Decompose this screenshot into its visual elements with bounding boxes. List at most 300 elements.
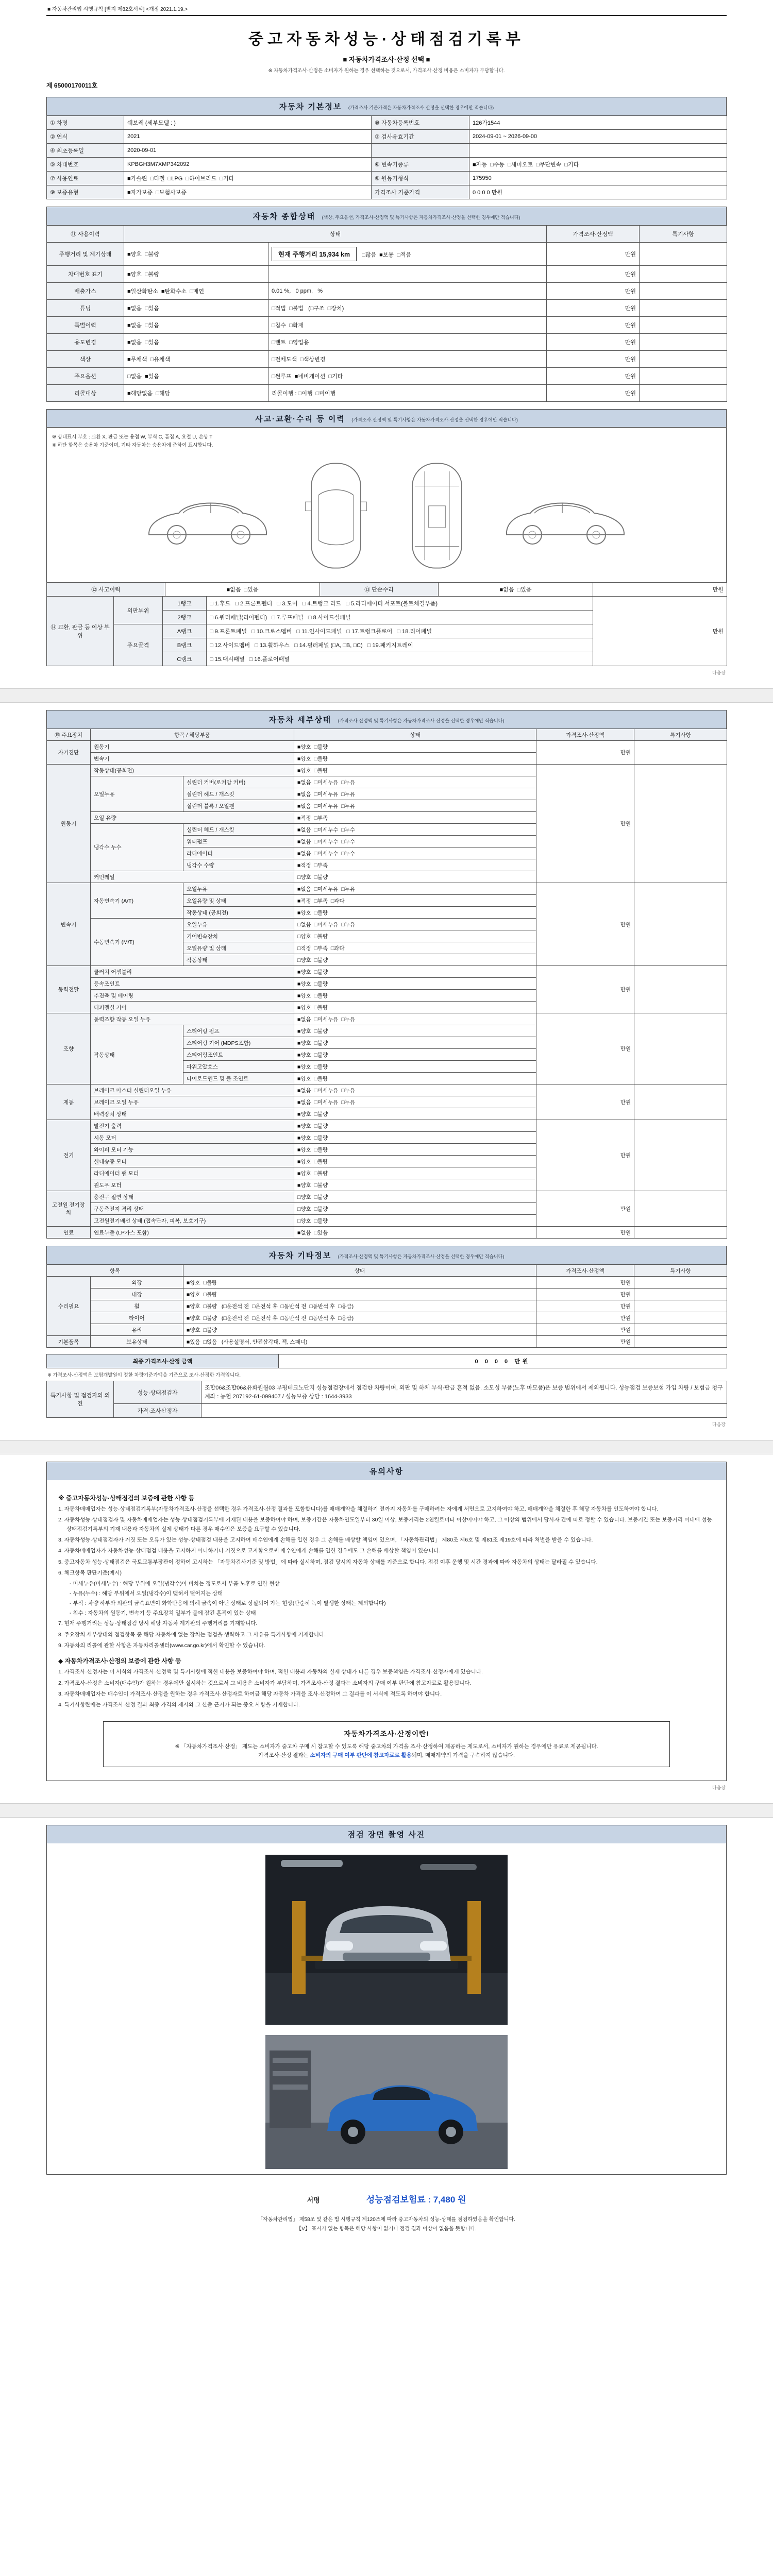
accident-rank: 1랭크 <box>163 597 207 611</box>
etc-state: ■양호 □불량 (□운전석 전 □운전석 후 □동반석 전 □동반석 후 □응급) <box>183 1300 536 1312</box>
next-page-marker: 다음장 <box>712 1422 726 1427</box>
comp-price: 만원 <box>547 385 640 402</box>
detail-item: 브레이크 마스터 실린더오일 누유 <box>91 1084 294 1096</box>
detail-part: 라디에이터 <box>183 848 294 859</box>
comp-remark <box>640 334 727 351</box>
accident-parts: □ 15.대시패널 □ 16.플로어패널 <box>207 652 593 666</box>
detail-state: ■양호 □불량 <box>294 1037 536 1049</box>
accident-parts: □ 6.쿼터패널(리어펜더) □ 7.루프패널 □ 8.사이드실패널 <box>207 611 593 624</box>
basic-value: KPBGH3M7XMP342092 <box>124 158 372 172</box>
accident-history-table <box>46 582 727 597</box>
detail-part: 스티어링조인트 <box>183 1049 294 1061</box>
section-basic-note: (가격조사 기준가격은 자동차가격조사·산정을 선택한 경우에만 적습니다) <box>348 105 494 110</box>
detail-price: 만원 <box>536 1120 634 1191</box>
comp-item: 주행거리 및 계기상태 <box>47 243 124 266</box>
detail-state: ■양호 □불량 <box>294 990 536 1002</box>
detail-price: 만원 <box>536 1227 634 1239</box>
inspection-photo-lift <box>265 1855 508 2025</box>
notice-text: 1. 자동차매매업자는 성능·상태점검기록부(자동차가격조사·산정을 선택한 경우 가격조사·산정 결과를 포함합니다)를 매매계약을 체결하기 전까지 자동차를 구매하려는 자에게 서면으로 고지하여야 하고, 매매계약을 체결한 후 해당 자동차를 인도하여야 합니다. <box>58 1506 659 1512</box>
etc-category: 기본품목 <box>47 1336 91 1348</box>
detail-row <box>47 1120 727 1132</box>
detail-price: 만원 <box>536 883 634 966</box>
detail-remark <box>634 883 727 966</box>
detail-header: 항목 / 해당부품 <box>91 729 294 741</box>
section-detail-note: (가격조사·산정액 및 특기사항은 자동차가격조사·산정을 선택한 경우에만 적습니다) <box>338 718 505 723</box>
page-3 <box>46 1462 727 1796</box>
etc-remark <box>634 1300 727 1312</box>
detail-device: 고전원 전기장치 <box>47 1191 91 1227</box>
detail-item: 윈도우 모터 <box>91 1179 294 1191</box>
basic-value <box>469 144 727 158</box>
page-title: 중고자동차성능·상태점검기록부 <box>248 31 525 48</box>
detail-item: 오일누유 <box>91 776 183 812</box>
notice-text: 3. 자동차매매업자는 매수인이 가격조사·산정을 원하는 경우 가격조사·산정자로 하여금 해당 자동차 가격을 조사·산정하여 그 결과를 이 서식에 적도록 하여야 합니다. <box>58 1690 442 1697</box>
signature-row <box>46 2192 727 2205</box>
comp-item: 튜닝 <box>47 300 124 317</box>
detail-state: □없음 □미세누유 □누유 <box>294 919 536 930</box>
comp-row <box>47 351 727 368</box>
notice-text: - 미세누유(미세누수) : 해당 부위에 오일(냉각수)이 비치는 정도로서 부품 노후로 인한 현상 <box>70 1581 280 1587</box>
detail-part: 실린더 커버(로커암 커버) <box>183 776 294 788</box>
comp-item: 용도변경 <box>47 334 124 351</box>
etc-category: 수리필요 <box>47 1277 91 1336</box>
detail-item: 변속기 <box>91 753 294 765</box>
comp-extra: 리콜이행 : □이행 □미이행 <box>268 385 547 402</box>
final-price-note: ※ 가격조사·산정액은 보험개발원이 정한 차량기준가액을 기준으로 조사·산정한 가격입니다. <box>47 1372 241 1378</box>
simple-repair-state: ■없음 □있음 <box>439 583 593 597</box>
detail-header: 가격조사·산정액 <box>536 729 634 741</box>
detail-device: 전기 <box>47 1120 91 1191</box>
detail-state: ■없음 □있음 <box>294 1227 536 1239</box>
basic-value: 2020-09-01 <box>124 144 372 158</box>
basic-label: ① 차명 <box>47 116 124 130</box>
opinion-row <box>47 1381 727 1404</box>
comp-price: 만원 <box>547 266 640 283</box>
comp-header: 가격조사·산정액 <box>547 226 640 243</box>
detail-state: ■양호 □불량 <box>294 907 536 919</box>
detail-state: ■양호 □불량 <box>294 741 536 753</box>
basic-label: ⑥ 변속기종류 <box>372 158 469 172</box>
comp-extra: □전체도색 □색상변경 <box>268 351 547 368</box>
notice-text: 6. 체크항목 판단기준(예시) <box>58 1569 122 1576</box>
detail-header: 특기사항 <box>634 729 727 741</box>
notice-text: 4. 특기사항란에는 가격조사·산정 결과 최종 가격의 제시와 그 산출 근거가 되는 중요 사항을 기재합니다. <box>58 1702 300 1708</box>
page-break <box>0 1803 773 1818</box>
basic-label: ⑩ 자동차등록번호 <box>372 116 469 130</box>
basic-row <box>47 116 727 130</box>
section-basic-header <box>46 97 727 115</box>
comp-state: ■없음 □있음 <box>124 334 268 351</box>
comp-price: 만원 <box>547 334 640 351</box>
explain-line2-pre: 가격조사·산정 결과는 <box>258 1752 310 1759</box>
comp-row <box>47 368 727 385</box>
detail-row <box>47 1191 727 1203</box>
section-accident-header <box>46 409 727 428</box>
notice-text: - 부식 : 차량 하부와 외판의 금속표면이 화학반응에 의해 금속이 아닌 상태로 상실되어 가는 현상(단순히 녹이 발생한 상태는 제외합니다) <box>70 1600 386 1606</box>
section-detail-title: 자동차 세부상태 <box>268 716 332 724</box>
notice-text: 4. 자동차매매업자가 자동차성능·상태점검 내용을 고지하지 아니하거나 거짓으로 고지함으로써 매수인에게 손해를 입힌 경우에도 그 손해를 배상할 책임이 있습니다. <box>58 1548 441 1554</box>
detail-item: 와이퍼 모터 기능 <box>91 1144 294 1156</box>
etc-row <box>47 1312 727 1324</box>
detail-state: ■없음 □미세누유 □누유 <box>294 883 536 895</box>
exchange-repair-parts-table <box>46 596 727 666</box>
detail-price: 만원 <box>536 1191 634 1227</box>
comp-item: 차대번호 표기 <box>47 266 124 283</box>
comp-header-row <box>47 226 727 243</box>
explain-line2-post: 되며, 매매계약의 가격을 구속하지 않습니다. <box>411 1752 515 1759</box>
detail-item: 브레이크 오일 누유 <box>91 1096 294 1108</box>
detail-state: ■양호 □불량 <box>294 1049 536 1061</box>
detail-part: 오일유량 및 상태 <box>183 895 294 907</box>
comp-state: ■무채색 □유채색 <box>124 351 268 368</box>
car-underbody-diagram <box>398 456 476 575</box>
comp-item: 색상 <box>47 351 124 368</box>
basic-label: 가격조사 기준가격 <box>372 185 469 199</box>
section-comprehensive-note: (색상, 주요옵션, 가격조사·산정액 및 특기사항은 자동차가격조사·산정을 선택한 경우에만 적습니다) <box>322 215 520 220</box>
comp-row <box>47 334 727 351</box>
explain-line2-highlight: 소비자의 구매 여부 판단에 참고자료로 활용 <box>310 1752 412 1759</box>
accident-rank: C랭크 <box>163 652 207 666</box>
detail-row <box>47 1084 727 1096</box>
section-notices-title: 유의사항 <box>369 1467 404 1476</box>
detail-part: 스티어링 펌프 <box>183 1025 294 1037</box>
detail-state: ■없음 □미세누수 □누수 <box>294 824 536 836</box>
detail-part: 워터펌프 <box>183 836 294 848</box>
etc-price: 만원 <box>536 1300 634 1312</box>
detail-state: ■없음 □미세누수 □누수 <box>294 836 536 848</box>
etc-item: 타이어 <box>91 1312 183 1324</box>
detail-remark <box>634 1084 727 1120</box>
etc-remark <box>634 1312 727 1324</box>
comp-remark <box>640 317 727 334</box>
detail-item: 작동상태(공회전) <box>91 765 294 776</box>
section-etc-note: (가격조사·산정액 및 특기사항은 자동차가격조사·산정을 선택한 경우에만 적습니다) <box>338 1254 505 1259</box>
detail-price: 만원 <box>536 966 634 1013</box>
legal-line-1: 「자동차관리법」 제58조 및 같은 법 시행규칙 제120조에 따라 중고자동차의 성능·상태를 점검하였음을 확인합니다. <box>258 2217 515 2223</box>
etc-item: 보유상태 <box>91 1336 183 1348</box>
next-page-marker: 다음장 <box>712 1785 726 1791</box>
basic-value: 175950 <box>469 172 727 185</box>
comp-item: 배출가스 <box>47 283 124 300</box>
simple-repair-label: ⑬ 단순수리 <box>320 583 439 597</box>
comp-row <box>47 317 727 334</box>
accident-group: 외판부위 <box>114 597 163 624</box>
state-mark-legend-2: ※ 하단 항목은 승용차 기준이며, 기타 자동차는 승용차에 준하여 표시합니다. <box>52 443 213 448</box>
signature-label: 서명 <box>307 2196 320 2205</box>
detail-device: 변속기 <box>47 883 91 966</box>
detail-item: 연료누출 (LP가스 포함) <box>91 1227 294 1239</box>
comp-remark <box>640 283 727 300</box>
detail-part: 기어변속장치 <box>183 930 294 942</box>
basic-row <box>47 158 727 172</box>
detail-state: ■양호 □불량 <box>294 1002 536 1013</box>
detail-item: 수동변속기 (M/T) <box>91 919 183 966</box>
etc-header: 항목 <box>47 1265 183 1277</box>
basic-label: ② 연식 <box>47 130 124 144</box>
detail-state: ■없음 □미세누유 □누유 <box>294 776 536 788</box>
accident-parts: □ 1.후드 □ 2.프론트펜더 □ 3.도어 □ 4.트렁크 리드 □ 5.라디에이터 서포트(볼트체결부품) <box>207 597 593 611</box>
detail-item: 등속조인트 <box>91 978 294 990</box>
detail-item: 실내송풍 모터 <box>91 1156 294 1167</box>
detail-state: □양호 □불량 <box>294 954 536 966</box>
etc-header-row <box>47 1265 727 1277</box>
car-side-right-diagram <box>499 477 633 554</box>
comp-remark <box>640 300 727 317</box>
notice-text: 8. 주요장치 세부상태의 점검항목 중 해당 자동차에 없는 장치는 점검을 생략하고 그 사유를 특기사항에 기재합니다. <box>58 1631 326 1638</box>
detail-state: ■양호 □불량 <box>294 1108 536 1120</box>
notice-text: - 침수 : 자동차의 원동기, 변속기 등 주요장치 일부가 물에 잠긴 흔적이 있는 상태 <box>70 1609 256 1616</box>
car-side-left-diagram <box>140 477 274 554</box>
basic-label: ③ 검사유효기간 <box>372 130 469 144</box>
detail-row <box>47 883 727 895</box>
inspection-photo-workshop <box>265 2035 508 2169</box>
notice-heading: ◆ 자동차가격조사·산정의 보증에 관한 사항 등 <box>58 1657 181 1665</box>
detail-state: ■없음 □미세누유 □누유 <box>294 800 536 812</box>
basic-value: ■자동 □수동 □세미오토 □무단변속 □기타 <box>469 158 727 172</box>
comp-header: 특기사항 <box>640 226 727 243</box>
detail-state: ■양호 □불량 <box>294 1132 536 1144</box>
detail-state: ■양호 □불량 <box>294 966 536 978</box>
basic-label: ⑦ 사용연료 <box>47 172 124 185</box>
etc-remark <box>634 1336 727 1348</box>
detail-remark <box>634 1120 727 1191</box>
notice-text: 3. 자동차성능·상태점검자가 거짓 또는 오류가 있는 성능·상태점검 내용을 고지하여 매수인에게 손해를 입힌 경우 그 손해를 배상할 책임이 있으며, 「자동차관리법」 제80조 제6호 및 제81조 제19호에 따라 처벌을 받을 수 있습니다. <box>58 1536 593 1543</box>
etc-remark <box>634 1289 727 1300</box>
section-etc-header <box>46 1246 727 1264</box>
detail-state: ■없음 □미세누유 □누유 <box>294 1013 536 1025</box>
detail-item: 커먼레일 <box>91 871 294 883</box>
document-number: 제 65000170011호 <box>46 82 98 89</box>
legal-confirmation <box>46 2215 727 2234</box>
detail-state: ■없음 □미세누수 □누수 <box>294 848 536 859</box>
comp-price: 만원 <box>547 317 640 334</box>
detail-header-row <box>47 729 727 741</box>
comp-row <box>47 243 727 266</box>
detail-item: 클러치 어셈블리 <box>91 966 294 978</box>
etc-item: 외장 <box>91 1277 183 1289</box>
comp-extra: □침수 □화재 <box>268 317 547 334</box>
section-photos-header <box>46 1825 727 1843</box>
detail-state: ■양호 □불량 <box>294 1061 536 1073</box>
page-2 <box>46 710 727 1433</box>
notice-text: 2. 자동차성능·상태점검자 및 자동차매매업자는 성능·상태점검기록부에 기재된 내용을 보증하여야 하며, 보증기간은 자동차인도일부터 30일 이상, 보증거리는 2천킬로미터 이상이어야 하고, 그 이상의 범위에서 당사자 간에 따로 정할 수 있습니다. 보증기간 또는 보증거리 이내에 성능·상태점검기록부의 기재 내용과 자동차의 실제 상태가 다른 경우 매수인은 보증을 요구할 수 있습니다. <box>58 1517 714 1532</box>
detail-item: 원동기 <box>91 741 294 753</box>
notice-text: 7. 현재 주행거리는 성능·상태점검 당시 해당 자동차 계기판의 주행거리를 기재합니다. <box>58 1620 258 1627</box>
detail-item: 배력장치 상태 <box>91 1108 294 1120</box>
comp-state: ■해당없음 □해당 <box>124 385 268 402</box>
basic-row <box>47 144 727 158</box>
section-comprehensive-header <box>46 207 727 225</box>
opinion-header: 특기사항 및 점검자의 의견 <box>47 1381 114 1418</box>
detail-price: 만원 <box>536 741 634 765</box>
detail-item: 작동상태 <box>91 1025 183 1084</box>
comp-state: ■일산화탄소 ■탄화수소 □매연 <box>124 283 268 300</box>
detail-state: ■적정 □부족 <box>294 812 536 824</box>
detail-state: ■양호 □불량 <box>294 1156 536 1167</box>
comp-remark <box>640 266 727 283</box>
etc-price: 만원 <box>536 1289 634 1300</box>
opinion-role-appraiser: 가격·조사산정자 <box>114 1404 201 1418</box>
section-detail-header <box>46 710 727 728</box>
section-basic-title: 자동차 기본정보 <box>279 103 342 111</box>
notice-text: 1. 가격조사·산정자는 이 서식의 가격조사·산정액 및 특기사항에 적힌 내용을 보증하여야 하며, 적힌 내용과 자동차의 실제 상태가 다른 경우 보증책임은 가격조사·산정자에게 있습니다. <box>58 1669 483 1675</box>
etc-info-table <box>46 1264 727 1348</box>
detail-item: 자동변속기 (A/T) <box>91 883 183 919</box>
comp-extra: 0.01 %, 0 ppm, % <box>268 283 547 300</box>
basic-row <box>47 185 727 199</box>
page-break <box>0 1440 773 1454</box>
accident-group: 주요골격 <box>114 624 163 666</box>
detail-state: □양호 □불량 <box>294 1203 536 1215</box>
comp-row <box>47 385 727 402</box>
comprehensive-state-table <box>46 225 727 402</box>
comp-header: 상태 <box>124 226 547 243</box>
etc-remark <box>634 1324 727 1336</box>
detail-device: 동력전달 <box>47 966 91 1013</box>
accident-rank: B랭크 <box>163 638 207 652</box>
accident-part-row <box>47 597 727 611</box>
section-etc-title: 자동차 기타정보 <box>268 1251 332 1260</box>
etc-state: ■양호 □불량 <box>183 1324 536 1336</box>
etc-item: 내장 <box>91 1289 183 1300</box>
performance-insurance-fee: 성능점검보험료 : 7,480 원 <box>366 2195 466 2205</box>
detail-remark <box>634 741 727 765</box>
basic-value: 2024-09-01 ~ 2026-09-00 <box>469 130 727 144</box>
accident-parts: □ 9.프론트패널 □ 10.크로스멤버 □ 11.인사이드패널 □ 17.트렁크플로어 □ 18.리어패널 <box>207 624 593 638</box>
next-page-marker: 다음장 <box>712 670 726 675</box>
etc-header: 가격조사·산정액 <box>536 1265 634 1277</box>
inspection-photos <box>46 1843 727 2175</box>
page-1 <box>46 26 727 681</box>
detail-state: ■양호 □불량 <box>294 1179 536 1191</box>
price-survey-select-note: ※ 자동차가격조사·산정은 소비자가 원하는 경우 선택하는 것으로서, 가격조사·산정 비용은 소비자가 부담합니다. <box>268 68 505 74</box>
comp-price: 만원 <box>547 243 640 266</box>
detail-price: 만원 <box>536 765 634 883</box>
detail-state: ■적정 □부족 <box>294 859 536 871</box>
detail-remark <box>634 1191 727 1227</box>
section-notices-header <box>46 1462 727 1480</box>
inspector-opinion-table <box>46 1381 727 1418</box>
comp-price: 만원 <box>547 300 640 317</box>
accident-diagram-box <box>46 427 727 582</box>
accident-history-state: ■없음 □있음 <box>165 583 320 597</box>
comp-state: ■양호 □불량 <box>124 266 268 283</box>
comp-item: 리콜대상 <box>47 385 124 402</box>
detail-item: 구동축전지 격리 상태 <box>91 1203 294 1215</box>
final-price-label: 최종 가격조사·산정 금액 <box>47 1354 279 1368</box>
price-survey-explain-box <box>103 1721 670 1768</box>
accident-part-title: ⑭ 교환, 판금 등 이상 부위 <box>47 597 114 666</box>
comp-extra <box>268 266 547 283</box>
detail-state: ■적정 □부족 □과다 <box>294 895 536 907</box>
etc-price: 만원 <box>536 1312 634 1324</box>
detail-part: 실린더 헤드 / 개스킷 <box>183 824 294 836</box>
detail-state: ■없음 □미세누유 □누유 <box>294 1096 536 1108</box>
detail-state: □양호 □불량 <box>294 930 536 942</box>
notice-text: 9. 자동차의 리콜에 관한 사항은 자동차리콜센터(www.car.go.kr)에서 확인할 수 있습니다. <box>58 1642 265 1649</box>
basic-row <box>47 172 727 185</box>
opinion-text-appraiser <box>201 1404 727 1418</box>
comp-extra: □렌트 □영업용 <box>268 334 547 351</box>
detail-state: ■양호 □불량 <box>294 978 536 990</box>
detail-remark <box>634 966 727 1013</box>
notices-body <box>58 1494 715 1710</box>
state-mark-legend: ※ 상태표시 부호 : 교환 X, 판금 또는 용접 W, 부식 C, 흠집 A, 요철 U, 손상 T <box>52 434 213 440</box>
opinion-role-inspector: 성능·상태점검자 <box>114 1381 201 1404</box>
detail-item: 냉각수 누수 <box>91 824 183 871</box>
detail-state-table <box>46 728 727 1239</box>
comp-state: ■없음 □있음 <box>124 300 268 317</box>
etc-state: ■있음 □없음 (사용설명서, 안전삼각대, 잭, 스패너) <box>183 1336 536 1348</box>
legal-line-2: 【V】 표시가 없는 항목은 해당 사항이 없거나 점검 결과 이상이 없음을 뜻합니다. <box>296 2226 477 2232</box>
detail-header: 상태 <box>294 729 536 741</box>
comp-price: 만원 <box>547 351 640 368</box>
detail-state: ■없음 □미세누유 □누유 <box>294 788 536 800</box>
page-4 <box>46 1825 727 2251</box>
accident-rank: A랭크 <box>163 624 207 638</box>
price-survey-explain-line2 <box>113 1751 660 1760</box>
detail-part: 냉각수 수량 <box>183 859 294 871</box>
section-comprehensive-title: 자동차 종합상태 <box>253 212 316 221</box>
detail-part: 오일누유 <box>183 883 294 895</box>
detail-row <box>47 765 727 776</box>
detail-part: 타이로드엔드 및 볼 조인트 <box>183 1073 294 1084</box>
final-price-table <box>46 1354 727 1368</box>
accident-simple-row <box>47 583 727 597</box>
detail-item: 디퍼렌셜 기어 <box>91 1002 294 1013</box>
detail-part: 실린더 블록 / 오일팬 <box>183 800 294 812</box>
detail-state: ■없음 □미세누유 □누유 <box>294 1084 536 1096</box>
detail-part: 실린더 헤드 / 개스킷 <box>183 788 294 800</box>
comp-remark <box>640 385 727 402</box>
comp-extra: □적법 □불법 (□구조 □장치) <box>268 300 547 317</box>
section-accident-title: 사고·교환·수리 등 이력 <box>255 415 345 423</box>
comp-item: 주요옵션 <box>47 368 124 385</box>
detail-state: □양호 □불량 <box>294 1191 536 1203</box>
comp-state: ■없음 □있음 <box>124 317 268 334</box>
basic-label: ⑧ 원동기형식 <box>372 172 469 185</box>
etc-row <box>47 1324 727 1336</box>
inspection-record-sheet <box>46 0 727 2251</box>
basic-info-table <box>46 115 727 199</box>
basic-value: 0 0 0 0 만원 <box>469 185 727 199</box>
comp-price: 만원 <box>547 368 640 385</box>
opinion-text-inspector: 조합06&조합06&유화원월03 부평테크노단지 성능점검장에서 점검한 차량이며, 외판 및 하체 부식·판금 흔적 없음. 소모성 부품(노후 마모품)은 보증 범위에서 제외됩니다. 성능점검 보증보험 가입 차량 / 보험금 청구 계좌 : 농협 207192-61-099407 / 성능보증 상담 : 1644-3933 <box>201 1381 727 1404</box>
notice-text: - 누유(누수) : 해당 부위에서 오일(냉각수)이 맺혀서 떨어지는 상태 <box>70 1590 223 1597</box>
detail-row <box>47 966 727 978</box>
etc-state: ■양호 □불량 <box>183 1289 536 1300</box>
etc-state: ■양호 □불량 <box>183 1277 536 1289</box>
detail-row <box>47 1227 727 1239</box>
detail-remark <box>634 1013 727 1084</box>
comp-row <box>47 283 727 300</box>
detail-device: 제동 <box>47 1084 91 1120</box>
basic-row <box>47 130 727 144</box>
detail-device: 원동기 <box>47 765 91 883</box>
comp-remark <box>640 243 727 266</box>
comp-row <box>47 300 727 317</box>
detail-row <box>47 741 727 753</box>
detail-part: 스티어링 기어 (MDPS포함) <box>183 1037 294 1049</box>
etc-price: 만원 <box>536 1324 634 1336</box>
etc-header: 특기사항 <box>634 1265 727 1277</box>
price-survey-explain-title: 자동차가격조사·산정이란! <box>344 1730 429 1738</box>
price-survey-select-option: ■ 자동차가격조사·산정 선택 ■ <box>343 56 430 63</box>
detail-state: ■양호 □불량 <box>294 1073 536 1084</box>
accident-history-label: ⑫ 사고이력 <box>47 583 165 597</box>
detail-device: 연료 <box>47 1227 91 1239</box>
notices-body-box <box>46 1480 727 1781</box>
